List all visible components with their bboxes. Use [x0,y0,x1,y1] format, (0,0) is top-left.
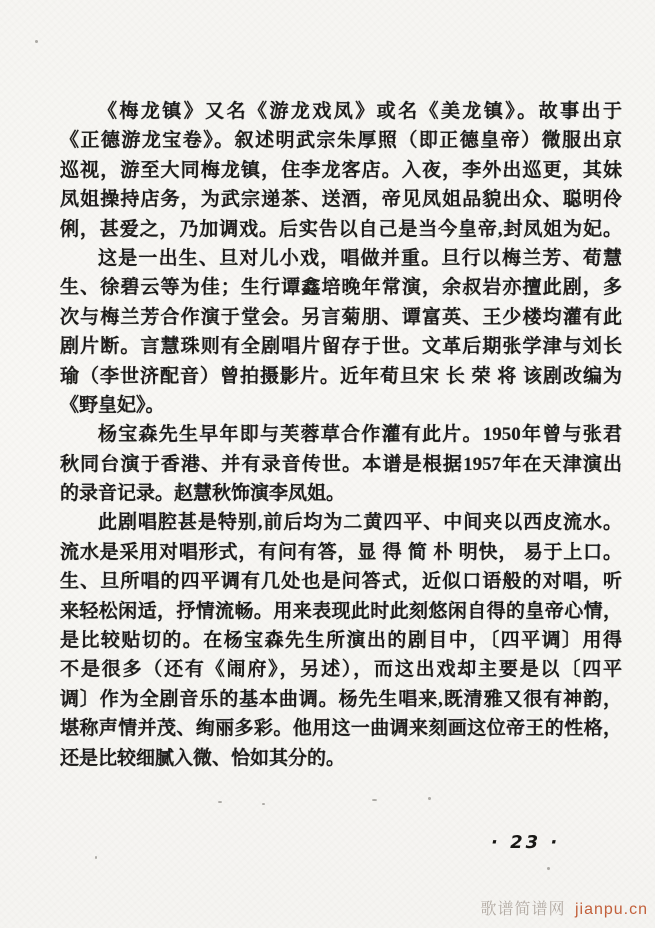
scan-speck [218,801,222,803]
text-line: 来轻松闲适，抒情流畅。用来表现此时此刻悠闲自得的皇帝心情， [60,600,622,622]
watermark-site-url: jianpu.cn [574,901,648,918]
text-line: 俐，甚爱之，乃加调戏。后实告以自己是当今皇帝,封凤姐为妃。 [60,218,622,240]
text-line: 不是很多（还有《闹府》，另述），而这出戏却主要是以〔四平 [60,659,622,681]
text-line: 《正德游龙宝卷》。叙述明武宗朱厚照（即正德皇帝）微服出京 [60,130,622,152]
text-line: 流水是采用对唱形式，有问有答，显 得 简 朴 明快， 易于上口。 [60,541,622,563]
text-line: 秋同台演于香港、并有录音传世。本谱是根据1957年在天津演出 [60,453,622,475]
paragraph-story-synopsis [60,97,622,244]
text-line: 这是一出生、旦对儿小戏，唱做并重。旦行以梅兰芳、荀慧 [98,247,622,269]
text-line: 调〕作为全剧音乐的基本曲调。杨先生唱来,既清雅又很有神韵， [60,688,622,710]
page-number: · 23 · [491,832,561,853]
text-line: 生、旦所唱的四平调有几处也是问答式，近似口语般的对唱，听 [60,571,622,593]
paragraph-musical-analysis [60,508,622,773]
text-line: 《野皇妃》。 [60,394,165,416]
text-line: 此剧唱腔甚是特别,前后均为二黄四平、中间夹以西皮流水。 [98,512,622,534]
watermark-site-name: 歌谱简谱网 [480,901,566,918]
scan-speck [95,856,97,859]
article-text [60,97,622,773]
text-line: 还是比较细腻入微、恰如其分的。 [60,747,346,769]
paragraph-performers [60,244,622,420]
text-line: 的录音记录。赵慧秋饰演李凤姐。 [60,483,346,505]
text-line: 剧片断。言慧珠则有全剧唱片留存于世。文革后期张学津与刘长 [60,336,622,358]
text-line: 杨宝森先生早年即与芙蓉草合作灌有此片。1950年曾与张君 [98,424,622,446]
text-line: 瑜（李世济配音）曾拍摄影片。近年荀旦宋 长 荣 将 该剧改编为 [60,365,622,387]
scan-speck [35,40,38,43]
scan-speck [428,797,431,800]
text-line: 生、徐碧云等为佳；生行谭鑫培晚年常演，余叔岩亦擅此剧，多 [60,277,622,299]
text-line: 凤姐操持店务，为武宗递茶、送酒，帝见凤姐品貌出众、聪明伶 [60,189,622,211]
text-line: 次与梅兰芳合作演于堂会。另言菊朋、谭富英、王少楼均灌有此 [60,306,622,328]
text-line: 《梅龙镇》又名《游龙戏凤》或名《美龙镇》。故事出于 [98,101,622,122]
text-line: 堪称声情并茂、绚丽多彩。他用这一曲调来刻画这位帝王的性格， [60,718,622,740]
text-line: 是比较贴切的。在杨宝森先生所演出的剧目中，〔四平调〕用得 [60,630,622,652]
paragraph-recording-source [60,420,622,508]
watermark [480,896,648,919]
scan-speck [547,867,550,870]
scan-speck [262,803,265,805]
scan-speck [372,799,377,801]
text-line: 巡视，游至大同梅龙镇，住李龙客店。入夜，李外出巡更，其妹 [60,159,622,181]
